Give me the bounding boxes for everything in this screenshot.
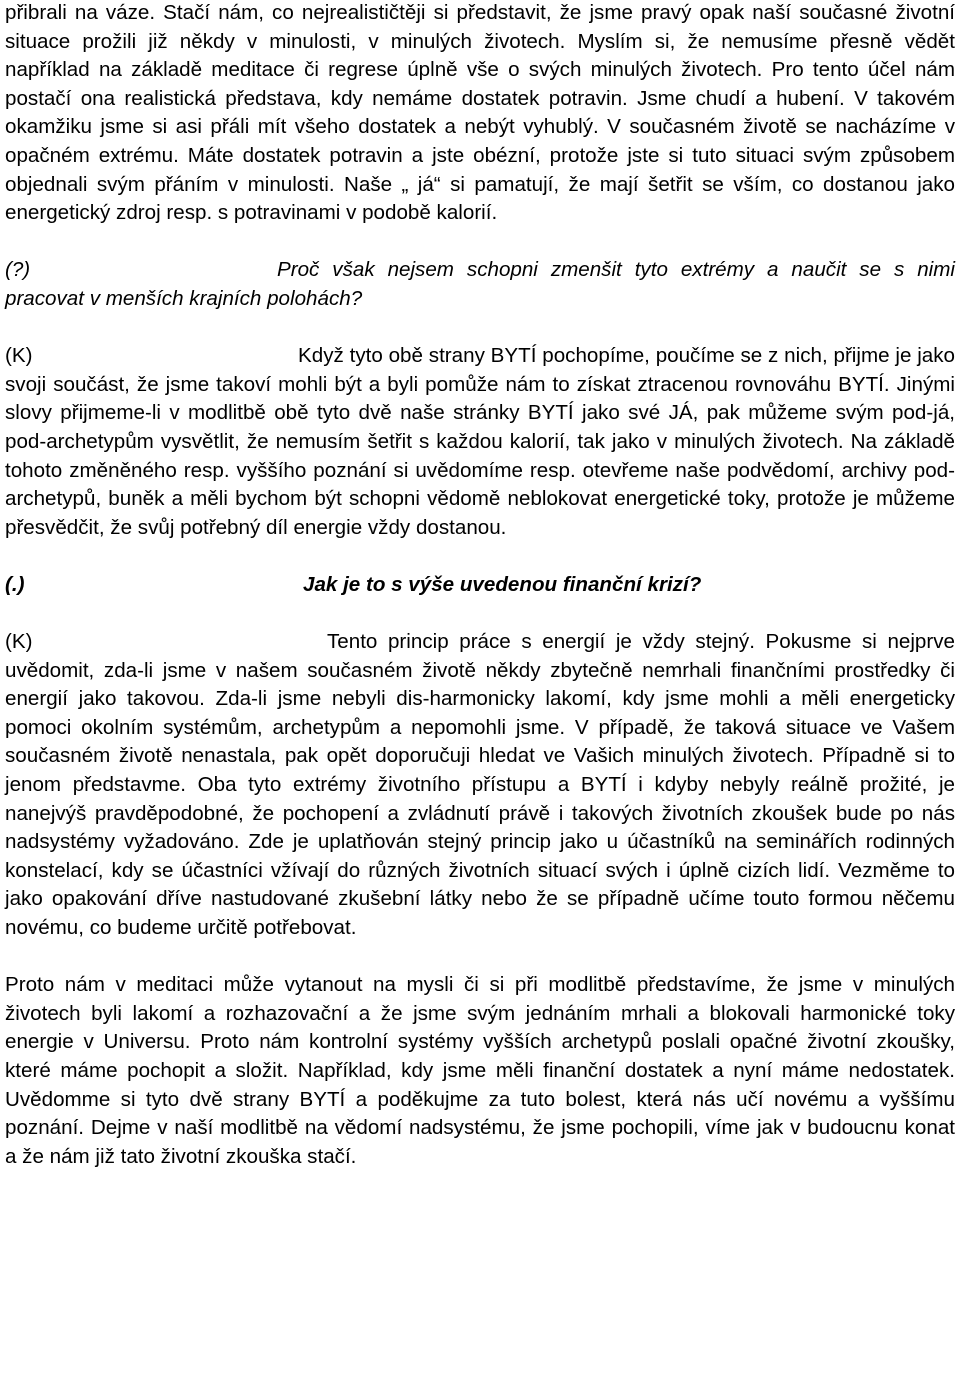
- spacer: [5, 599, 955, 628]
- answer-2: [5, 628, 955, 943]
- paragraph-closing: Proto nám v meditaci může vytanout na mysli či si při modlitbě představíme, že jsme v minulých životech byli lakomí a rozhazovační a že jsme svým jednáním mrhali a blokovali harmonické toky energie v Universu. Proto nám kontrolní systémy vyšších archetypů poslali opačné životní zkoušky, které máme pochopit a složit. Například, kdy jsme měli finanční dostatek a nyní máme nedostatek. Uvědomme si tyto dvě strany BYTÍ a poděkujme za tuto bolest, která nás učí novému a vyššímu poznání. Dejme v naší modlitbě na vědomí nadsystému, že jsme pochopili, víme jak v budoucnu konat a že nám již tato životní zkouška stačí.: [5, 973, 955, 1168]
- answer-1-tag: (K): [5, 344, 33, 368]
- answer-2-tag: (K): [5, 630, 33, 654]
- spacer: [5, 228, 955, 257]
- question-2-text: Jak je to s výše uvedenou finanční krizí?: [303, 572, 702, 596]
- question-1: [5, 256, 955, 313]
- answer-1-text: Když tyto obě strany BYTÍ pochopíme, poučíme se z nich, přijme je jako svoji součást, že jsme takoví mohli být a byli pomůže nám to získat ztracenou rovnováhu BYTÍ. Jinými slovy přijmeme-li v modlitbě obě tyto dvě naše stránky BYTÍ jako své JÁ, pak můžeme svým pod-já, pod-archetypům vysvětlit, že nemusím šetřit s každou kalorií, tak jako v minulých životech. Na základě tohoto změněného resp. vyššího poznání si uvědomíme resp. otevřeme naše podvědomí, archivy pod-archetypů, buněk a měli bychom být schopni vědomě neblokovat energetické toky, protože je můžeme přesvědčit, že svůj potřebný díl energie vždy dostanou.: [5, 344, 955, 539]
- paragraph-intro: přibrali na váze. Stačí nám, co nejrealističtěji si představit, že jsme pravý opak naší současné životní situace prožili již někdy v minulosti, v minulých životech. Myslím si, že nemusíme přesně vědět například na základě meditace či regrese úplně vše o svých minulých životech. Pro tento účel nám postačí ona realistická představa, kdy nemáme dostatek potravin. Jsme chudí a hubení. V takovém okamžiku jsme si asi přáli mít všeho dostatek a nebýt vyhublý. V současném životě se nacházíme v opačném extrému. Máte dostatek potravin a jste obézní, protože jste si tuto situaci svým způsobem objednali svým přáním v minulosti. Naše „ já“ si pamatují, že mají šetřit se vším, co dostanou jako energetický zdroj resp. s potravinami v podobě kalorií.: [5, 1, 955, 225]
- question-1-text: Proč však nejsem schopni zmenšit tyto extrémy a naučit se s nimi pracovat v menších krajních polohách?: [5, 258, 955, 310]
- question-1-tag: (?): [5, 258, 31, 282]
- answer-2-text: Tento princip práce s energií je vždy stejný. Pokusme si nejprve uvědomit, zda-li jsme v našem současném životě někdy zbytečně nemrhali finančními prostředky či energií jako takovou. Zda-li jsme nebyli dis-harmonicky lakomí, kdy jsme mohli a měli energeticky pomoci okolním systémům, archetypům a nepomohli jsme. V případě, že taková situace ve Vašem současném životě nenastala, pak opět doporučuji hledat ve Vašich minulých životech. Případně si to jenom představme. Oba tyto extrémy životního přístupu a BYTÍ i kdyby nebyly reálně prožité, je nanejvýš pravděpodobné, že pochopení a zvládnutí právě i takových životních zkoušek bude po nás nadsystémy vyžadováno. Zde je uplatňován stejný princip jako u účastníků na seminářích rodinných konstelací, kdy se účastníci vžívají do různých životních situací svých i úplně cizích lidí. Vezměme to jako opakování dříve nastudované zkušební látky nebo že se případně učíme touto formou něčemu novému, co budeme určitě potřebovat.: [5, 630, 955, 939]
- document-page: [5, 0, 955, 1171]
- spacer: [5, 943, 955, 972]
- answer-1: [5, 342, 955, 542]
- spacer: [5, 542, 955, 571]
- question-2: [5, 571, 955, 600]
- question-2-tag: (.): [5, 572, 25, 596]
- spacer: [5, 314, 955, 343]
